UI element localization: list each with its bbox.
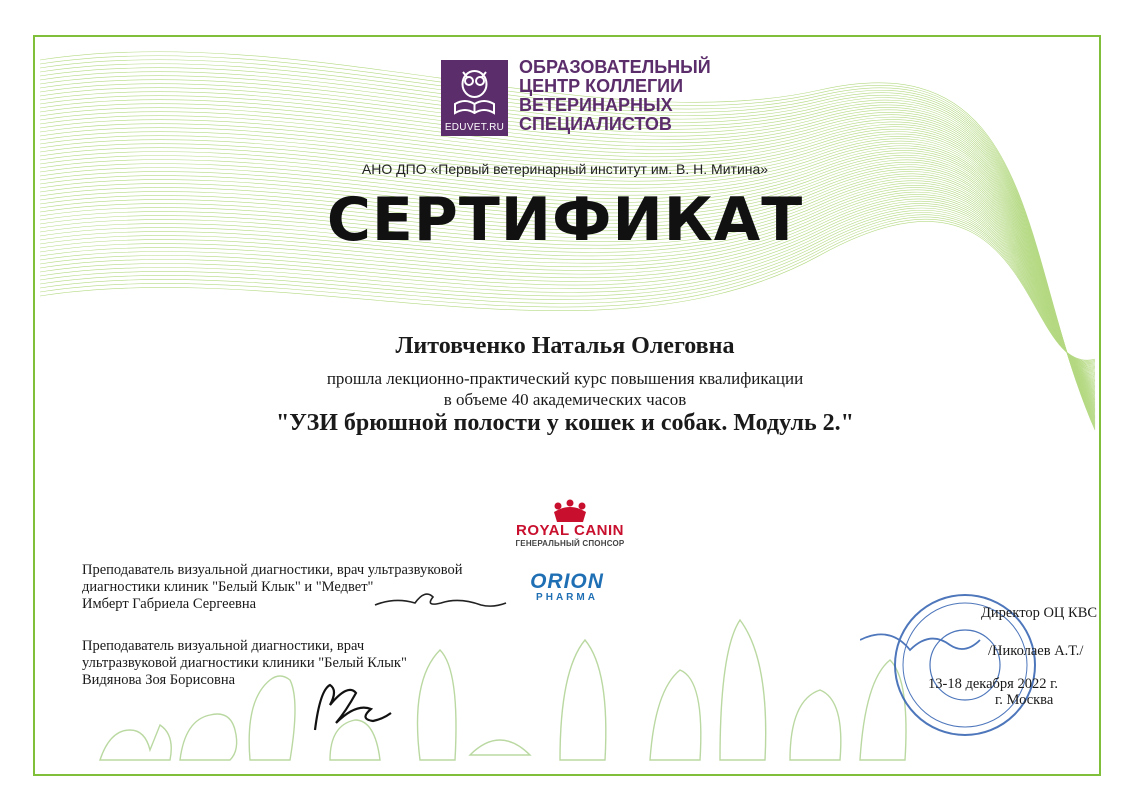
- sponsor-role: ГЕНЕРАЛЬНЫЙ СПОНСОР: [515, 539, 625, 548]
- director-name: /Николаев А.Т./: [988, 643, 1084, 659]
- brand-line: ОБРАЗОВАТЕЛЬНЫЙ: [519, 57, 711, 77]
- director-title: Директор ОЦ КВС: [981, 605, 1098, 621]
- orion-pharma-logo: [512, 572, 622, 603]
- teacher-2-signature: [305, 675, 395, 740]
- recipient-name: Литовченко Наталья Олеговна: [395, 333, 735, 359]
- owl-book-icon: [451, 66, 498, 116]
- royal-canin-wordmark: ROYAL CANIN: [515, 522, 625, 539]
- course-dates: 13-18 декабря 2022 г.: [928, 676, 1059, 692]
- royal-canin-logo: [505, 498, 635, 548]
- brand-line: ВЕТЕРИНАРНЫХ: [519, 95, 673, 115]
- teacher-2-clinic: ультразвуковой диагностики клиники "Белый Клык": [82, 655, 407, 671]
- teacher-1-signature: [370, 585, 510, 620]
- teacher-2-name: Видянова Зоя Борисовна: [82, 672, 236, 688]
- teacher-2-position: Преподаватель визуальной диагностики, врач: [82, 638, 365, 654]
- course-hours: в объеме 40 академических часов: [443, 390, 687, 409]
- crown-icon: [550, 498, 590, 524]
- teacher-1-position: Преподаватель визуальной диагностики, врач ультразвуковой: [82, 562, 463, 578]
- teacher-1-clinics: диагностики клиник "Белый Клык" и "Медвет": [82, 579, 374, 595]
- certificate-title: СЕРТИФИКАТ: [326, 185, 804, 255]
- brand-name: [519, 58, 711, 134]
- teacher-1-name: Имберт Габриела Сергеевна: [82, 596, 257, 612]
- city: г. Москва: [995, 692, 1054, 708]
- brand-line: СПЕЦИАЛИСТОВ: [519, 114, 672, 134]
- course-description: прошла лекционно-практический курс повышения квалификации: [326, 369, 804, 388]
- logo-site-text: EDUVET.RU: [444, 122, 505, 133]
- course-title: "УЗИ брюшной полости у кошек и собак. Модуль 2.": [275, 410, 855, 436]
- brand-line: ЦЕНТР КОЛЛЕГИИ: [519, 76, 684, 96]
- institute-name: АНО ДПО «Первый ветеринарный институт им. В. Н. Митина»: [361, 161, 769, 177]
- orion-wordmark: ORION: [530, 570, 604, 593]
- eduvet-logo: [441, 60, 508, 136]
- pharma-wordmark: PHARMA: [536, 592, 598, 603]
